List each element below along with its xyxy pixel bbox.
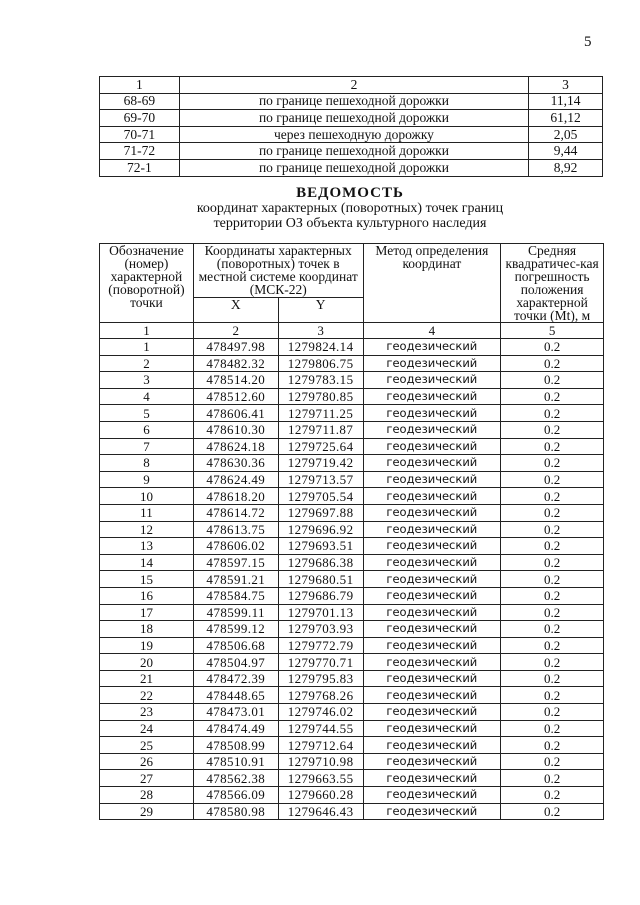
header-y: Y (278, 297, 363, 322)
mean-square-error: 0.2 (501, 372, 604, 389)
coordinate-x: 478566.09 (193, 787, 278, 804)
mean-square-error: 0.2 (501, 737, 604, 754)
segments-header-cell: 1 (100, 77, 180, 94)
mean-square-error: 0.2 (501, 704, 604, 721)
segment-length: 8,92 (529, 159, 603, 176)
determination-method: геодезический (363, 670, 501, 687)
column-number: 5 (501, 323, 604, 339)
mean-square-error: 0.2 (501, 670, 604, 687)
column-number-row (100, 323, 604, 339)
mean-square-error: 0.2 (501, 538, 604, 555)
header-mean-error: Средняя квадратичес-кая погрешность положения характерной точки (Mt), м (501, 244, 604, 323)
point-number: 3 (100, 372, 194, 389)
coordinate-row (100, 504, 604, 521)
point-number: 1 (100, 339, 194, 356)
segment-row (100, 159, 603, 176)
mean-square-error: 0.2 (501, 803, 604, 820)
coordinate-y: 1279686.38 (278, 554, 363, 571)
header-method: Метод определения координат (363, 244, 501, 323)
point-number: 26 (100, 753, 194, 770)
segment-length: 2,05 (529, 126, 603, 143)
coordinate-y: 1279772.79 (278, 637, 363, 654)
coordinate-x: 478624.49 (193, 471, 278, 488)
segment-row (100, 126, 603, 143)
coordinate-x: 478506.68 (193, 637, 278, 654)
segment-id: 72-1 (100, 159, 180, 176)
point-number: 5 (100, 405, 194, 422)
mean-square-error: 0.2 (501, 587, 604, 604)
coordinate-y: 1279710.98 (278, 753, 363, 770)
coordinate-y: 1279744.55 (278, 720, 363, 737)
point-number: 11 (100, 504, 194, 521)
determination-method: геодезический (363, 753, 501, 770)
determination-method: геодезический (363, 388, 501, 405)
coordinate-row (100, 372, 604, 389)
coordinate-x: 478613.75 (193, 521, 278, 538)
determination-method: геодезический (363, 538, 501, 555)
determination-method: геодезический (363, 737, 501, 754)
coordinate-x: 478580.98 (193, 803, 278, 820)
coordinate-row (100, 471, 604, 488)
coordinate-row (100, 654, 604, 671)
coordinate-row (100, 455, 604, 472)
coordinate-x: 478591.21 (193, 571, 278, 588)
point-number: 23 (100, 704, 194, 721)
coordinate-row (100, 621, 604, 638)
segment-row (100, 143, 603, 160)
coordinate-y: 1279711.87 (278, 421, 363, 438)
coordinate-x: 478508.99 (193, 737, 278, 754)
coordinate-x: 478599.12 (193, 621, 278, 638)
mean-square-error: 0.2 (501, 604, 604, 621)
coordinate-y: 1279770.71 (278, 654, 363, 671)
coordinate-x: 478606.41 (193, 405, 278, 422)
coordinate-row (100, 787, 604, 804)
column-number: 2 (193, 323, 278, 339)
mean-square-error: 0.2 (501, 504, 604, 521)
coordinate-y: 1279660.28 (278, 787, 363, 804)
point-number: 22 (100, 687, 194, 704)
column-number: 1 (100, 323, 194, 339)
mean-square-error: 0.2 (501, 554, 604, 571)
coordinate-y: 1279701.13 (278, 604, 363, 621)
determination-method: геодезический (363, 339, 501, 356)
determination-method: геодезический (363, 405, 501, 422)
determination-method: геодезический (363, 637, 501, 654)
coordinate-y: 1279725.64 (278, 438, 363, 455)
page-number: 5 (584, 34, 592, 50)
segment-length: 9,44 (529, 143, 603, 160)
coordinate-y: 1279705.54 (278, 488, 363, 505)
segment-description: по границе пешеходной дорожки (179, 143, 528, 160)
coordinate-x: 478562.38 (193, 770, 278, 787)
determination-method: геодезический (363, 421, 501, 438)
determination-method: геодезический (363, 787, 501, 804)
coordinate-row (100, 488, 604, 505)
heading-line-1: координат характерных (поворотных) точек границ (196, 201, 504, 216)
segment-length: 61,12 (529, 110, 603, 127)
coordinate-row (100, 737, 604, 754)
mean-square-error: 0.2 (501, 421, 604, 438)
coordinate-y: 1279780.85 (278, 388, 363, 405)
segment-length: 11,14 (529, 93, 603, 110)
coordinate-row (100, 803, 604, 820)
mean-square-error: 0.2 (501, 571, 604, 588)
coordinate-row (100, 604, 604, 621)
segment-description: через пешеходную дорожку (179, 126, 528, 143)
coordinate-row (100, 670, 604, 687)
coordinate-x: 478618.20 (193, 488, 278, 505)
mean-square-error: 0.2 (501, 770, 604, 787)
determination-method: геодезический (363, 521, 501, 538)
coordinate-x: 478497.98 (193, 339, 278, 356)
coordinate-y: 1279693.51 (278, 538, 363, 555)
point-number: 28 (100, 787, 194, 804)
coordinate-row (100, 554, 604, 571)
segments-body (100, 93, 603, 176)
coordinate-x: 478473.01 (193, 704, 278, 721)
point-number: 29 (100, 803, 194, 820)
segment-id: 69-70 (100, 110, 180, 127)
coordinate-row (100, 388, 604, 405)
coordinate-y: 1279696.92 (278, 521, 363, 538)
coordinate-row (100, 704, 604, 721)
determination-method: геодезический (363, 504, 501, 521)
mean-square-error: 0.2 (501, 438, 604, 455)
determination-method: геодезический (363, 554, 501, 571)
point-number: 15 (100, 571, 194, 588)
header-coordinates: Координаты характерных (поворотных) точек в местной системе координат (МСК-22) (193, 244, 363, 298)
mean-square-error: 0.2 (501, 521, 604, 538)
determination-method: геодезический (363, 355, 501, 372)
point-number: 12 (100, 521, 194, 538)
coordinate-x: 478448.65 (193, 687, 278, 704)
coordinate-x: 478610.30 (193, 421, 278, 438)
coordinate-x: 478606.02 (193, 538, 278, 555)
coordinate-y: 1279713.57 (278, 471, 363, 488)
point-number: 25 (100, 737, 194, 754)
point-number: 19 (100, 637, 194, 654)
heading-line-2: территории ОЗ объекта культурного наследия (213, 216, 487, 231)
point-number: 24 (100, 720, 194, 737)
coordinate-y: 1279663.55 (278, 770, 363, 787)
coordinate-x: 478584.75 (193, 587, 278, 604)
determination-method: геодезический (363, 471, 501, 488)
mean-square-error: 0.2 (501, 488, 604, 505)
coordinate-x: 478624.18 (193, 438, 278, 455)
coordinate-y: 1279746.02 (278, 704, 363, 721)
coordinate-x: 478630.36 (193, 455, 278, 472)
point-number: 2 (100, 355, 194, 372)
segments-header-cell: 3 (529, 77, 603, 94)
determination-method: геодезический (363, 704, 501, 721)
header-x: X (193, 297, 278, 322)
coordinate-row (100, 339, 604, 356)
point-number: 10 (100, 488, 194, 505)
point-number: 13 (100, 538, 194, 555)
determination-method: геодезический (363, 604, 501, 621)
point-number: 14 (100, 554, 194, 571)
header-point-designation: Обозначение (номер) характерной (поворотной) точки (100, 244, 194, 323)
segment-description: по границе пешеходной дорожки (179, 110, 528, 127)
coordinate-x: 478514.20 (193, 372, 278, 389)
segments-header-row (100, 77, 603, 94)
coordinate-row (100, 438, 604, 455)
coordinate-x: 478512.60 (193, 388, 278, 405)
determination-method: геодезический (363, 770, 501, 787)
point-number: 21 (100, 670, 194, 687)
coordinate-y: 1279783.15 (278, 372, 363, 389)
determination-method: геодезический (363, 621, 501, 638)
point-number: 16 (100, 587, 194, 604)
determination-method: геодезический (363, 455, 501, 472)
determination-method: геодезический (363, 654, 501, 671)
point-number: 27 (100, 770, 194, 787)
mean-square-error: 0.2 (501, 621, 604, 638)
point-number: 20 (100, 654, 194, 671)
segments-table (99, 76, 603, 177)
mean-square-error: 0.2 (501, 455, 604, 472)
mean-square-error: 0.2 (501, 687, 604, 704)
coordinate-x: 478597.15 (193, 554, 278, 571)
segments-header-cell: 2 (179, 77, 528, 94)
segment-id: 68-69 (100, 93, 180, 110)
column-number: 4 (363, 323, 501, 339)
coordinate-x: 478510.91 (193, 753, 278, 770)
segment-id: 71-72 (100, 143, 180, 160)
coordinate-y: 1279646.43 (278, 803, 363, 820)
coordinate-row (100, 571, 604, 588)
determination-method: геодезический (363, 571, 501, 588)
mean-square-error: 0.2 (501, 355, 604, 372)
coordinate-y: 1279711.25 (278, 405, 363, 422)
coordinate-row (100, 720, 604, 737)
coordinates-table (99, 243, 604, 820)
coordinates-header-row (100, 244, 604, 298)
coordinate-y: 1279768.26 (278, 687, 363, 704)
segment-row (100, 110, 603, 127)
point-number: 8 (100, 455, 194, 472)
point-number: 6 (100, 421, 194, 438)
segment-description: по границе пешеходной дорожки (179, 93, 528, 110)
point-number: 4 (100, 388, 194, 405)
heading-title: ВЕДОМОСТЬ (296, 185, 404, 201)
mean-square-error: 0.2 (501, 753, 604, 770)
point-number: 17 (100, 604, 194, 621)
mean-square-error: 0.2 (501, 471, 604, 488)
coordinate-row (100, 587, 604, 604)
determination-method: геодезический (363, 687, 501, 704)
coordinate-row (100, 687, 604, 704)
coordinate-x: 478599.11 (193, 604, 278, 621)
coordinate-y: 1279824.14 (278, 339, 363, 356)
mean-square-error: 0.2 (501, 787, 604, 804)
coordinate-row (100, 521, 604, 538)
point-number: 9 (100, 471, 194, 488)
coordinate-y: 1279712.64 (278, 737, 363, 754)
coordinate-y: 1279806.75 (278, 355, 363, 372)
coordinate-x: 478472.39 (193, 670, 278, 687)
document-heading (100, 185, 600, 231)
determination-method: геодезический (363, 488, 501, 505)
coordinate-y: 1279703.93 (278, 621, 363, 638)
point-number: 18 (100, 621, 194, 638)
mean-square-error: 0.2 (501, 339, 604, 356)
determination-method: геодезический (363, 587, 501, 604)
coordinate-x: 478482.32 (193, 355, 278, 372)
determination-method: геодезический (363, 438, 501, 455)
segment-row (100, 93, 603, 110)
coordinate-row (100, 538, 604, 555)
coordinate-row (100, 405, 604, 422)
segment-id: 70-71 (100, 126, 180, 143)
coordinate-row (100, 637, 604, 654)
coordinate-row (100, 753, 604, 770)
coordinate-row (100, 355, 604, 372)
coordinate-x: 478474.49 (193, 720, 278, 737)
coordinate-y: 1279686.79 (278, 587, 363, 604)
coordinate-x: 478504.97 (193, 654, 278, 671)
segment-description: по границе пешеходной дорожки (179, 159, 528, 176)
determination-method: геодезический (363, 803, 501, 820)
coordinate-y: 1279719.42 (278, 455, 363, 472)
column-number: 3 (278, 323, 363, 339)
coordinate-row (100, 421, 604, 438)
coordinate-row (100, 770, 604, 787)
coordinate-y: 1279697.88 (278, 504, 363, 521)
mean-square-error: 0.2 (501, 654, 604, 671)
coordinate-y: 1279680.51 (278, 571, 363, 588)
coordinates-body (100, 339, 604, 820)
determination-method: геодезический (363, 720, 501, 737)
mean-square-error: 0.2 (501, 405, 604, 422)
coordinate-x: 478614.72 (193, 504, 278, 521)
determination-method: геодезический (363, 372, 501, 389)
point-number: 7 (100, 438, 194, 455)
mean-square-error: 0.2 (501, 720, 604, 737)
coordinate-y: 1279795.83 (278, 670, 363, 687)
mean-square-error: 0.2 (501, 637, 604, 654)
mean-square-error: 0.2 (501, 388, 604, 405)
